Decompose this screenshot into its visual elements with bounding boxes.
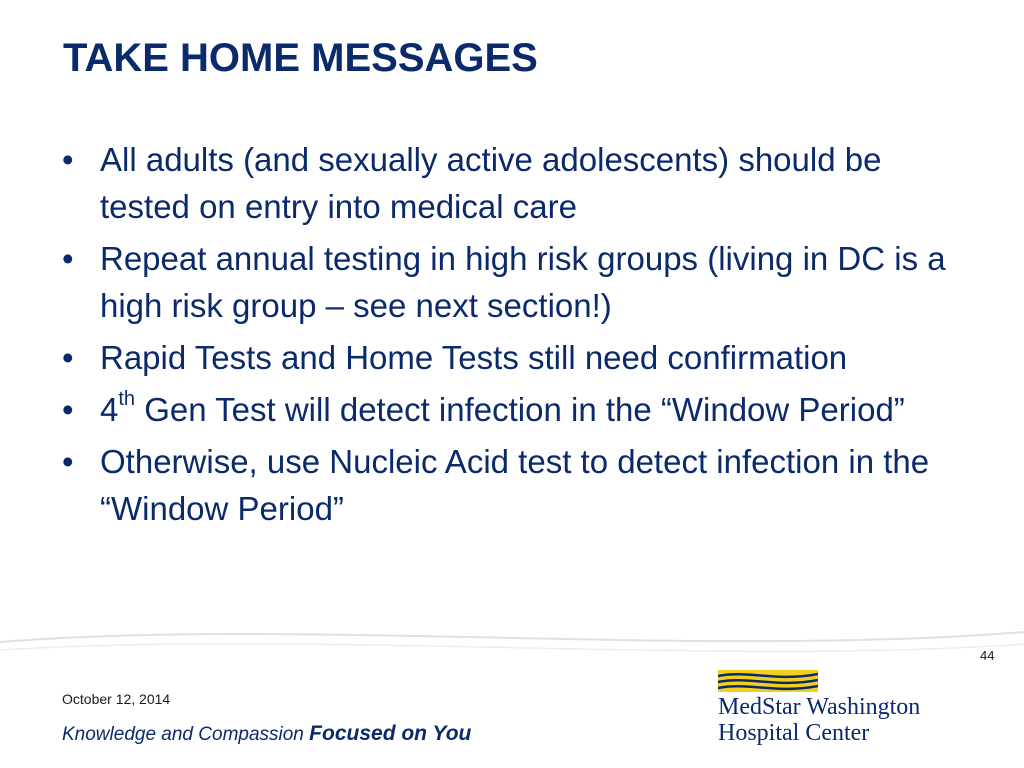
bullet-text: Otherwise, use Nucleic Acid test to detect infection in the “Window Period”	[100, 443, 930, 527]
bullet-text: Rapid Tests and Home Tests still need confirmation	[100, 339, 848, 376]
bullet-text-prefix: 4	[100, 391, 119, 428]
bullet-glyph: •	[62, 339, 74, 376]
bullet-glyph: •	[62, 240, 74, 277]
bullet-text: Repeat annual testing in high risk groups (living in DC is a high risk group – see next section!)	[100, 240, 946, 324]
logo-text-line2: Hospital Center	[718, 720, 870, 746]
slide-number: 44	[980, 648, 995, 663]
logo-text-line1: MedStar Washington	[718, 694, 921, 720]
logo-mark-icon	[718, 668, 818, 694]
tagline-bold: Focused on You	[309, 722, 472, 745]
bullet-item	[62, 386, 962, 433]
bullet-item	[62, 438, 962, 532]
bullet-item	[62, 334, 962, 381]
bullet-text: Gen Test will detect infection in the “Window Period”	[135, 391, 905, 428]
bullet-text: All adults (and sexually active adolescents) should be tested on entry into medical care	[100, 141, 882, 225]
slide-title: TAKE HOME MESSAGES	[63, 36, 538, 80]
bullet-item	[62, 136, 962, 230]
tagline-light: Knowledge and Compassion	[62, 724, 310, 745]
bullet-text-superscript: th	[118, 388, 136, 410]
footer-date: October 12, 2014	[62, 691, 171, 707]
bullet-list	[62, 136, 962, 537]
bullet-item	[62, 235, 962, 329]
bullet-glyph: •	[62, 391, 74, 428]
bullet-glyph: •	[62, 141, 74, 178]
footer-tagline	[62, 722, 471, 746]
medstar-logo	[718, 668, 968, 748]
bullet-glyph: •	[62, 443, 74, 480]
